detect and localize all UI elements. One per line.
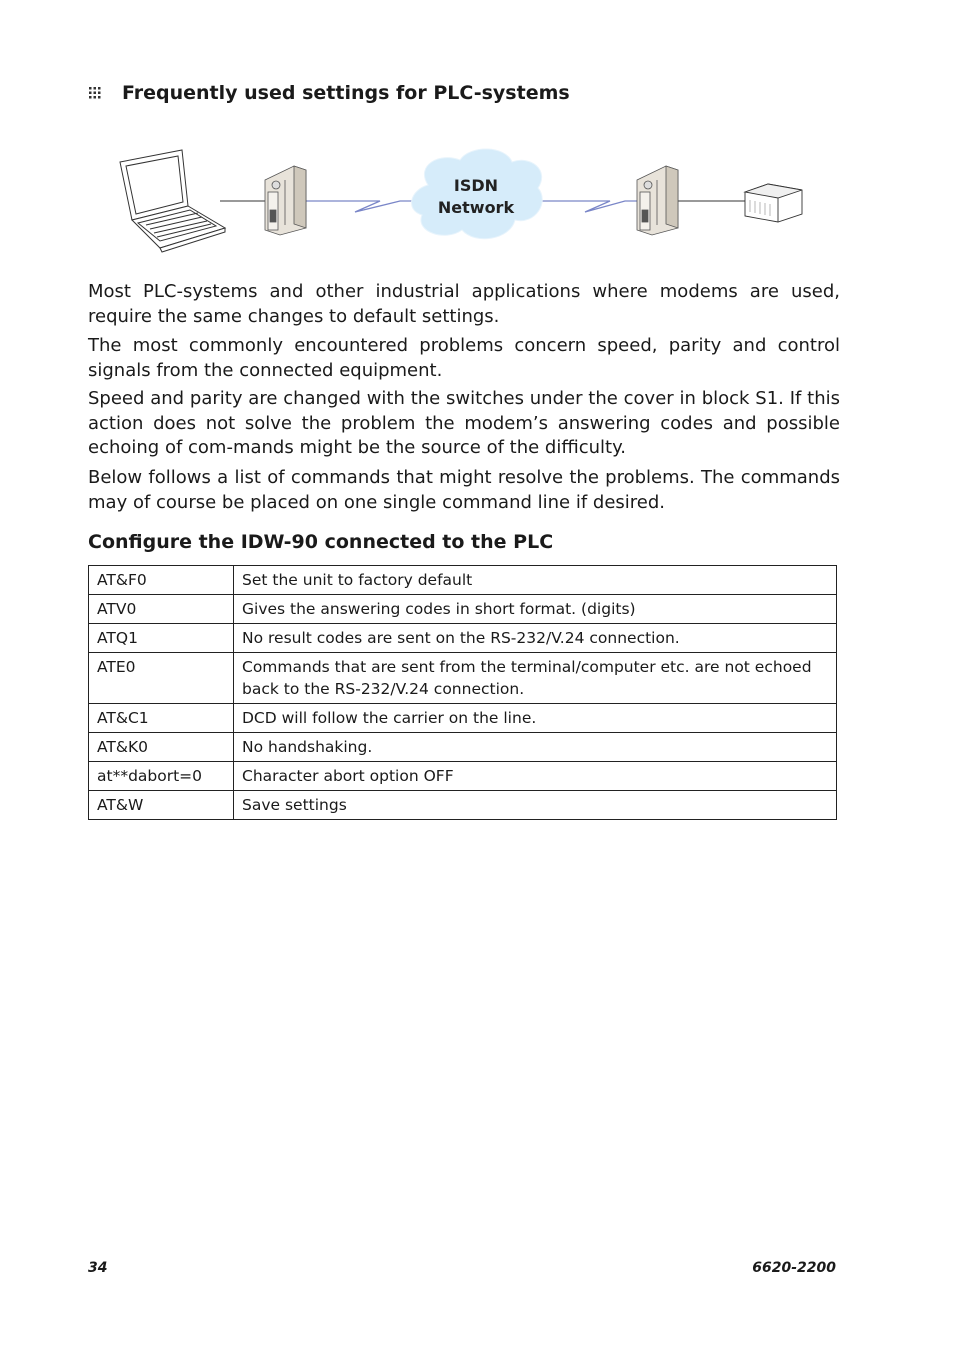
- section-heading-text: Frequently used settings for PLC-systems: [122, 82, 570, 104]
- description-cell: Character abort option OFF: [234, 762, 837, 791]
- isdn-cloud: [412, 149, 543, 239]
- modem-right-icon: [637, 166, 678, 235]
- paragraph-1: Most PLC-systems and other industrial applications where modems are used, require the same changes to default settings.: [88, 281, 840, 327]
- modem-left-icon: [265, 166, 306, 235]
- command-cell: AT&F0: [89, 566, 234, 595]
- grid-bullet-icon: [88, 86, 102, 100]
- laptop-icon: [120, 150, 225, 252]
- description-cell: DCD will follow the carrier on the line.: [234, 704, 837, 733]
- description-cell: Commands that are sent from the terminal/computer etc. are not echoed back to the RS-232/V.24 connection.: [234, 653, 837, 704]
- command-cell: AT&W: [89, 791, 234, 820]
- description-cell: Save settings: [234, 791, 837, 820]
- command-cell: AT&C1: [89, 704, 234, 733]
- cloud-label-line2: Network: [437, 198, 515, 217]
- table-row: [89, 653, 837, 704]
- command-cell: AT&K0: [89, 733, 234, 762]
- paragraph-3: Speed and parity are changed with the switches under the cover in block S1. If this action does not solve the problem the modem’s answering codes and possible echoing of com-mands might be the source of the difficulty.: [88, 388, 840, 458]
- table-row: [89, 791, 837, 820]
- cloud-label-line1: ISDN: [453, 176, 499, 195]
- command-cell: ATQ1: [89, 624, 234, 653]
- table-row: [89, 624, 837, 653]
- command-cell: ATE0: [89, 653, 234, 704]
- subheading: Configure the IDW-90 connected to the PLC: [88, 531, 554, 553]
- commands-table: [88, 565, 837, 820]
- plc-icon: [745, 184, 802, 222]
- table-row: [89, 704, 837, 733]
- paragraph-4: Below follows a list of commands that might resolve the problems. The commands may of course be placed on one single command line if desired.: [88, 467, 840, 513]
- description-cell: No result codes are sent on the RS-232/V.24 connection.: [234, 624, 837, 653]
- command-cell: ATV0: [89, 595, 234, 624]
- description-cell: Gives the answering codes in short format. (digits): [234, 595, 837, 624]
- table-row: [89, 733, 837, 762]
- paragraph-2: The most commonly encountered problems concern speed, parity and control signals from the connected equipment.: [88, 335, 840, 381]
- section-heading: [88, 82, 570, 104]
- document-number: 6620-2200: [752, 1260, 836, 1276]
- table-row: [89, 566, 837, 595]
- isdn-line-right: [540, 201, 637, 212]
- isdn-line-left: [306, 201, 415, 212]
- description-cell: Set the unit to factory default: [234, 566, 837, 595]
- description-cell: No handshaking.: [234, 733, 837, 762]
- network-diagram: [110, 140, 820, 260]
- table-row: [89, 762, 837, 791]
- command-cell: at**dabort=0: [89, 762, 234, 791]
- table-row: [89, 595, 837, 624]
- page-number: 34: [88, 1260, 108, 1276]
